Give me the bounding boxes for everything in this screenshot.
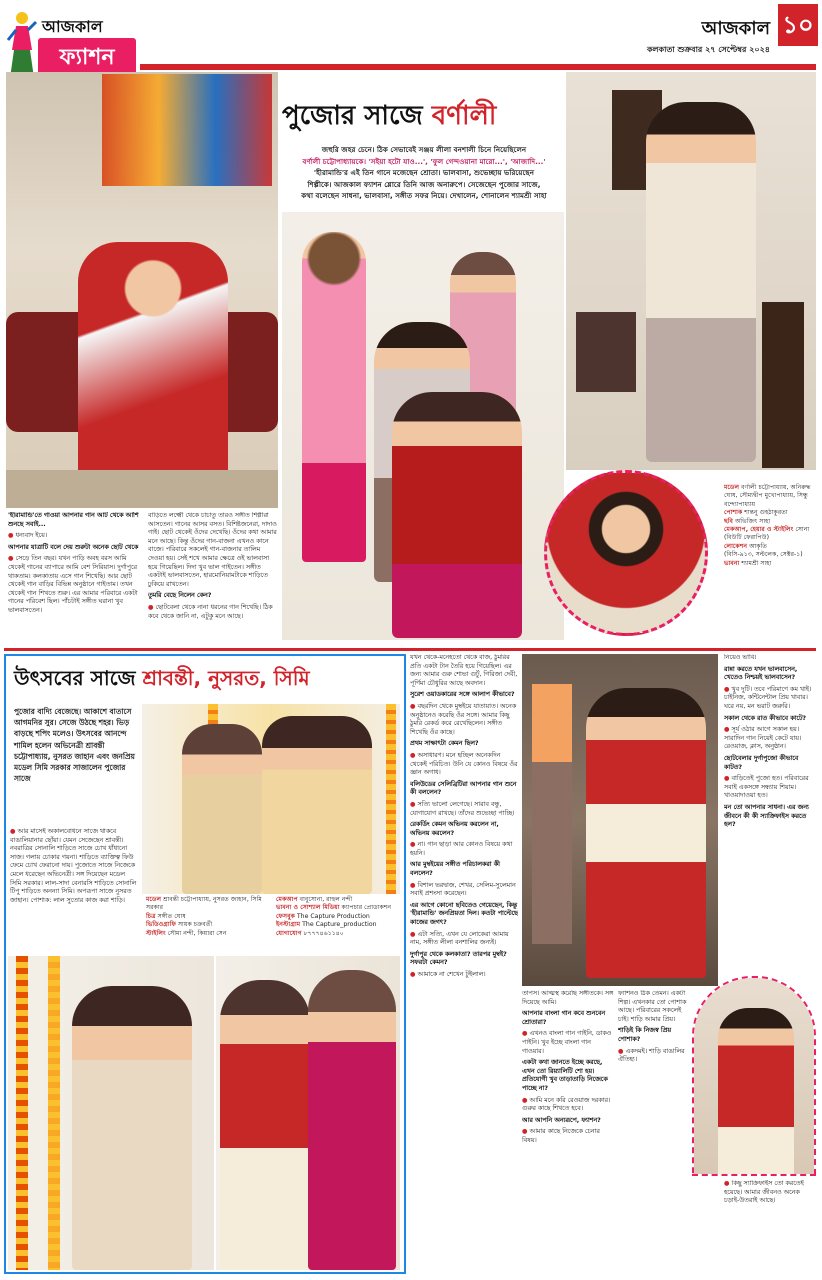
story2-credits bbox=[146, 896, 400, 952]
model-left bbox=[182, 724, 262, 894]
question: আপনার যাত্রাটি বলে দেয় শুরুটা অনেক ছোট থেকে bbox=[8, 543, 139, 551]
intro-line: বর্ণালী চট্টোপাধ্যায়কে। 'সইয়া হটো যাও...', 'ফুল গেন্দওয়ানা মারো...', 'আজাদি...' bbox=[302, 156, 546, 166]
model-right bbox=[262, 716, 372, 894]
answer: বাড়িতে লক্ষ্মৌ থেকে চাচাতু তারও সঙ্গীত শিল্পীরা আসতেন। গানের আসর বসত। বিশিষ্টজনেরা, দাদাও গাই। ছোট থেকেই ওঁদের দেখেছি। ওঁদের কথা আমার মনে আছে। কিন্তু ওঁদের গান-বাজনা এখনও কানে বাজে। পরিবারে সকলেই গান-বাজনার তালিম দেওয়া হয়। সেই শখে আমার ক্ষেত্রে ওই ভালবাসা হয়ে গিয়েছিল। দিদা খুব ভাল গাইতেন। সঙ্গীত একটাই ভালবাসতেন, হারমোনিয়ামটাকে শাড়িতে ঢুকিয়ে রাখতেন। bbox=[148, 512, 277, 588]
continued-col-b: তাপস। আত্মস্থ করেছি সঙ্গীতকে। সঙ্গ দিয়েছে আমি। আপনার বাংলা গান কবে শুনবেন শ্রোতারা? ● এখনও বাংলা গান গাইনি, ডাকও পাইনি। খুব ইচ্ছে বাংলা গান গাওয়ার। একটা কথা জানতে ইচ্ছে করছে, এখন তো রিয়্যালিটি শো হয়। প্রতিযোগী খুব তাড়াতাড়ি নিজেকে পাচ্ছে না? ● আমি মনে করি রেওয়াজ দরকার। গুরুর কাছে শিখতে হবে। আর আপনি অন্যরূপে, ফ্যাশন? ● আমার কাছে নিজেকে চেনার বিষয়। bbox=[522, 990, 614, 1144]
story1-headline bbox=[282, 96, 560, 136]
intro-line: জহুরি জহর চেনে। ঠিক সেভাবেই সঞ্জয় লীলা বনশালী চিনে নিয়েছিলেন bbox=[321, 145, 527, 154]
credit-line: চিত্র সঙ্গীত ঘোষ bbox=[146, 912, 186, 920]
photo-srabanti-nusrat bbox=[142, 704, 400, 894]
model-man-pink bbox=[302, 232, 366, 562]
story1-credits bbox=[724, 484, 816, 568]
logo-top-text: আজকাল bbox=[42, 17, 103, 36]
model-woman-red bbox=[392, 392, 522, 638]
answer: ছোটবেলা থেকে নানা ধরনের গান শিখেছি। ঠিক কবে থেকে জানি না, এটুকু মনে আছে। bbox=[148, 603, 273, 620]
model-left bbox=[220, 980, 310, 1270]
credit-line: ভাবনা ও সোশ্যাল মিডিয়া ক্যাপচার প্রোডাকশন bbox=[276, 904, 392, 912]
marigold-garland bbox=[16, 956, 28, 1270]
answer: সেড়ে তিন বছর। যখন পাড়ি অবহ বরস আমি থেকেই গানের ব্যাপারে আমি বেশ সিরিয়াস। দুর্গাপুরে থাকতাম। কলকাতায় এসে গান শিখেছি। আর ছোট থেকেই গান বাড়ির বিভিন্ন অনুষ্ঠানে গাইতাম। তখন থেকেই গান শিখতে শুরু। এর আমার পরিবারে একটা গানের পরিবেশ ছিল। পাঁচটাই সঙ্গীত ঘরানা খুব ভালবাসতেন। bbox=[8, 555, 138, 614]
credit-line: ফেসবুক The Capture Production bbox=[276, 912, 370, 920]
wall-painting bbox=[102, 74, 272, 186]
question: 'হীরামান্ডি'তে গাওয়া আপনার গান আট থেকে আশি শুনছে সবাই... bbox=[8, 512, 139, 528]
logo-bottom-text: ফ্যাশন bbox=[38, 38, 136, 78]
story2-intro: পুজোর বাদ্যি বেজেছে। আকাশে বাতাসে আগমনির সুর। সেজে উঠছে শহর। ভিড় বাড়ছে শপিং মলেও। উৎসবের আনন্দে শামিল হলেন অভিনেত্রী শ্রাবন্তী চট্টোপাধ্যায়, নুসরত জাহান এবং জনপ্রিয় মডেল সিমি সরকার সাজালেন পুজোর সাজে bbox=[14, 707, 135, 784]
intro-line: শিল্পীকে। আজকাল ফ্যাশন শ্লোরে তিনি আজ অনারুপে। সেজেছেন পুজোর সাজে, bbox=[307, 179, 541, 189]
credit-line: পোশাক শান্তনু গুহঠাকুরতা bbox=[724, 509, 788, 517]
credit-line: লোকেশন আকৃতি bbox=[724, 542, 768, 550]
credit-line: (বিসি-৯১৩, সল্টলেক, সেক্টর-১) bbox=[724, 551, 803, 559]
story1-col2: বাড়িতে লক্ষ্মৌ থেকে চাচাতু তারও সঙ্গীত শিল্পীরা আসতেন। গানের আসর বসত। বিশিষ্টজনেরা, দাদাও গাই। ছোট থেকেই ওঁদের দেখেছি। ওঁদের কথা আমার মনে আছে। কিন্তু ওঁদের গান-বাজনা এখনও কানে বাজে। পরিবারে সকলেই গান-বাজনার তালিম দেওয়া হয়। সেই শখে আমার ক্ষেত্রে ওই ভালবাসা হয়ে গিয়েছিল। দিদা খুব ভাল গাইতেন। সঙ্গীত একটাই ভালবাসতেন, হারমোনিয়ামটাকে শাড়িতে ঢুকিয়ে রাখতেন। তুমরি বেছে নিলেন কেন? ● ছোটবেলা থেকে নানা ধরনের গান শিখেছি। ঠিক কবে থেকে জানি না, এটুকু মনে আছে। bbox=[148, 512, 277, 620]
masthead-rule bbox=[140, 64, 816, 70]
headline-plain: পুজোর সাজে bbox=[282, 101, 423, 131]
fashion-figure-icon bbox=[6, 10, 38, 80]
photo-group bbox=[282, 212, 564, 640]
photo-barnali-arch bbox=[692, 976, 816, 1176]
photo-barnali-seated bbox=[6, 72, 278, 508]
credit-line: ইনস্টাগ্রাম The Capture_production bbox=[276, 921, 377, 929]
credit-line: ভিডিওগ্রাফি সায়ক চক্রবর্তী bbox=[146, 921, 213, 929]
continued-col-d-end: ● কিছু স্যাক্রিফাইস তো করতেই হয়েছে। আমার জীবনও অনেক চড়াই-উতরাই আছে। bbox=[724, 1180, 804, 1205]
credit-line: মেকআপ, হেয়ার ও স্টাইলিং সোনা bbox=[724, 526, 810, 534]
credit-line: ছবি অভিজিৎ সাহা bbox=[724, 517, 771, 525]
photo-circle-portrait bbox=[544, 470, 708, 636]
model-figure bbox=[718, 1008, 794, 1176]
credit-line: (বিউটি ফেরাপিউ) bbox=[724, 534, 769, 542]
side-table bbox=[576, 312, 636, 392]
credit-line: মডেল বর্ণালী চট্টোপাধ্যায়, অনিরুদ্ধ ঘোষ, সৌম্যদ্বীপ মুখোপাধ্যায়, সিন্ধু বন্দ্যোপাধ্যায় bbox=[724, 484, 811, 508]
question: তুমরি বেছে নিলেন কেন? bbox=[148, 592, 212, 600]
credit-line: স্টাইলিং সৌম্য নন্দী, কিয়ারা সেন bbox=[146, 929, 227, 937]
continued-col-d: নিয়েও ভাবি। রান্না করতে যখন ভালবাসেন, খেতেও নিশ্চয়ই ভালবাসেন? ● খুব দুটি। তবে পরিমাণে কম খাই। চাইনিজ, কন্টিনেন্টাল প্রিয় খাবার। ঘরে নয়, মন ভরাট জরুরি। সকাল থেকে রাত কীভাবে কাটে? ● সূর্য ওঠার আগে সকাল হয়। সারাদিন গান নিয়েই কেটে যায়। রেওয়াজ, ক্লাস, অনুষ্ঠান। ছোটবেলার দুর্গাপুজো কীভাবে কাটত? ● বাড়িতেই পুজো হত। পরিবারের সবাই একসঙ্গে সন্ধ্যায় শিয়াম। খাওয়াদাওয়া হত। মন তো আপনার সাধনা। এর জন্য জীবনে কী কী স্যাক্রিফাইস করতে হল? bbox=[724, 654, 812, 829]
story2-headline bbox=[14, 664, 400, 692]
credit-line: মেকআপ বাবুসোনা, রাহুল নন্দী bbox=[276, 896, 353, 903]
model-figure bbox=[78, 242, 228, 500]
credit-line: যোগাযোগ ৮৭৭৭৪৬১১৪০ bbox=[276, 929, 344, 937]
section-divider bbox=[4, 648, 816, 651]
answer: ধন্যবাদ ইয়ে। bbox=[15, 532, 48, 540]
intro-line: কথা বলেছেন সাধনা, ভালবাসা, সঙ্গীত সফর নিয়ে। দেখালেন, শোনালেন শ্যামশ্রী সাহা bbox=[301, 191, 547, 200]
continued-col-a: যখন থেকে-মনেহতো থেকে বাজ, ঠুমরির প্রতি একটা টান তৈরি হয়ে গিয়েছিল। এর জন্য আমার গুরু শোভা গুর্টু, গিরিজা দেবী, পূর্ণিমা চৌধুরির আছে অবদান। সুরেশ ওয়াডকারের সঙ্গে আলাপ কীভাবে? ● বছরদিন থেকে মুম্বইয়ে যাতায়াত। অনেক অনুষ্ঠানেও করেছি ওঁর সঙ্গে। আমার কিছু ঠুমরি রেকর্ড করে রেখেছিলেন। সঙ্গীত শিখেছি ওঁর কাছে। প্রথম সাক্ষাৎটা কেমন ছিল? ● অসাধারণ। মনে হচ্ছিল অনেকদিন থেকেই পরিচিত। উনি যে কোনও বিষয়ে ওঁর জ্ঞান অগাধ। বলিউডের সেলিব্রিটিরা আপনার গান শুনে কী বললেন? ● সত্যি ভালো লেগেছে। সারাব বন্ধু, যোগাযোগ রাখছে। তাঁদের শুভেচ্ছা পাচ্ছি। রেকর্ডিং কেমন অভিনয় করলেন না, অভিনয় করলেন? ● না। গান ছাড়া আর কোনও বিষয়ে কথা হয়নি। আর মুম্বইয়ের সঙ্গীত পরিচালকরা কী বললেন? ● বিশাল ভরদ্বাজ, শেখর, সেলিম-সুলেমান সবাই প্রশংসা করেছেন। এর আগে কোনো ছবিতেও গেয়েছেন, কিন্তু 'হীরামান্ডি' জনপ্রিয়তা দিল। কতটা পাল্টেছে কাজের জগৎ? ● এটা সত্যি, এখন যে লোকেরা আমায় নাম, সঙ্গীত লীলা বনশালির জন্যই। দুর্গাপুর থেকে কলকাতা? তারপর মুম্বই? সফরটা কেমন? ● আমাকে না শেখেন টুইলাল। bbox=[410, 654, 518, 978]
story2-body-text: আর মাসেই অকালবোধনে সাজে থাকবে বাঙালিয়ানার ছোঁয়া। যেমন সেজেছেন শ্রাবন্তী। নবরাত্রির সোনালি শাড়িতে সাজে চোখ ধাঁধানো সাজ। গলায় চোকার গয়না। শাড়িতে ব্যাক্তিত্ব ফিউ ফেমে চোখ ফেরানো দায়। পুজোতে সাজে নিজেকে মেলে ধরেছেন অভিনেত্রী। সঙ্গ দিয়েছেন মডেল সিমি সরকার। লাল-সাদা বেনারসি শাড়িতে সোনালি টিপু শাড়িতে অনন্যা সিমি। অপরূপা সাজে নুসরত জাহান। পোশাক: লাল সুতোর কাজ করা শাড়ি। bbox=[10, 828, 137, 904]
continued-col-c: ফ্যাশনও ঠিক তেমন। একটা শিল্প। এখনকার তো পোশাক আছে। পরিবারের সকলেই চাই। শাড়ি আমার প্রিয়। শাড়িই কি নিজস্ব প্রিয় পোশাক? ● একদমই। শাড়ি বাঙালির ঐতিহ্য। bbox=[618, 990, 687, 1064]
marigold-garland bbox=[48, 956, 60, 1270]
model-figure bbox=[646, 102, 756, 462]
floor bbox=[6, 470, 278, 508]
pedestal bbox=[762, 302, 804, 468]
model-figure bbox=[72, 986, 192, 1270]
story1-intro bbox=[286, 144, 562, 202]
photo-barnali-room bbox=[522, 654, 718, 986]
paper-name: আজকাল bbox=[701, 18, 770, 39]
story2-body: ● আর মাসেই অকালবোধনে সাজে থাকবে বাঙালিয়ানার ছোঁয়া। যেমন সেজেছেন শ্রাবন্তী। নবরাত্রির সোনালি শাড়িতে সাজে চোখ ধাঁধানো সাজ। গলায় চোকার গয়না। শাড়িতে ব্যাক্তিত্ব ফিউ ফেমে চোখ ফেরানো দায়। পুজোতে সাজে নিজেকে মেলে ধরেছেন অভিনেত্রী। সঙ্গ দিয়েছেন মডেল সিমি সরকার। লাল-সাদা বেনারসি শাড়িতে সোনালি টিপু শাড়িতে অনন্যা সিমি। অপরূপা সাজে নুসরত জাহান। পোশাক: লাল সুতোর কাজ করা শাড়ি। bbox=[10, 828, 137, 904]
model-right bbox=[308, 970, 396, 1270]
credit-line: ভাবনা শ্যামশ্রী সাহা bbox=[724, 559, 772, 567]
story1-col1: 'হীরামান্ডি'তে গাওয়া আপনার গান আট থেকে আশি শুনছে সবাই... ● ধন্যবাদ ইয়ে। আপনার যাত্রাটি বলে দেয় শুরুটা অনেক ছোট থেকে ● সেড়ে তিন বছর। যখন পাড়ি অবহ বরস আমি থেকেই গানের ব্যাপারে আমি বেশ সিরিয়াস। দুর্গাপুরে থাকতাম। কলকাতায় এসে গান শিখেছি। আর ছোট থেকেই গান বাড়ির বিভিন্ন অনুষ্ঠানে গাইতাম। তখন থেকেই গান শিখতে শুরু। এর আমার পরিবারে একটা গানের পরিবেশ ছিল। পাঁচটাই সঙ্গীত ঘরানা খুব ভালবাসতেন। bbox=[8, 512, 139, 614]
dateline: কলকাতা শুক্রবার ২৭ সেপ্টেম্বর ২০২৪ bbox=[646, 45, 770, 54]
credit-line: মডেল শ্রাবন্তী চট্টোপাধ্যায়, নুসরত জাহান, সিমি সরকার bbox=[146, 896, 262, 912]
headline-plain: উৎসবের সাজে bbox=[14, 666, 136, 690]
photo-simi bbox=[8, 956, 214, 1270]
photo-nusrat-srabanti bbox=[216, 956, 400, 1270]
photo-barnali-standing bbox=[566, 72, 816, 470]
headline-highlight: বর্ণালী bbox=[431, 101, 497, 131]
flower-vase bbox=[532, 684, 572, 944]
page-number: ১০ bbox=[778, 4, 818, 46]
model-figure bbox=[586, 688, 706, 978]
marigold-garland bbox=[386, 704, 396, 894]
intro-line: 'হীরামান্ডি'র এই তিন গানে মজেছেন শ্রোতা। ভালবাসা, শুভেচ্ছায় ভরিয়েছেন bbox=[313, 168, 535, 177]
headline-highlight: শ্রাবন্তী, নুসরত, সিমি bbox=[142, 666, 310, 690]
